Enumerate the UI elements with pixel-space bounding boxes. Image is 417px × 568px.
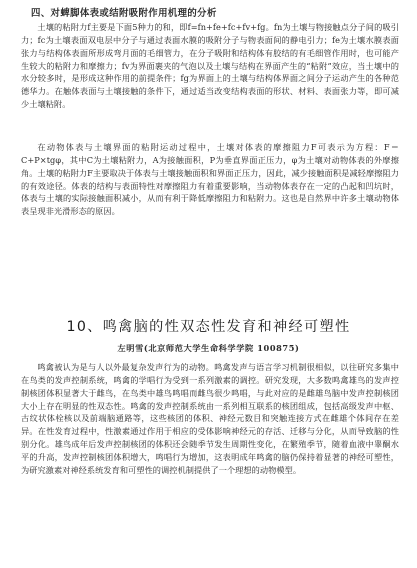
section-heading: 四、对蜱脚体表或结附吸附作用机理的分析 (31, 8, 217, 19)
body-paragraph: 土壤的粘附力f主要是下面5种力的和，即f=fn+fe+fc+fv+fg。fn为土壤与物接触点分子间的吸引力；fc为土壤表面双电层中分子与通过表面水膜的吸附分子与物表面间的静电引力；fe为土壤水膜表面张力与结构体表面所形成弯月面的毛细管力，在分子吸附和结构体有胶结的有毛细管作用时，也可能产生较大的粘附力和摩擦力；fv为界面裹夹的气泡以及土壤与结构在界面产生的“粘附”效应，当土壤中的水分较多时，是形成这种作用的前提条件；fg为界面上的土壤与结构体界面之间分子运动产生的各种范德华力。在触体表面与土壤接触的条件下，通过适当改变结构表面的形状、材料、表面张力等，即可减少土壤粘附。 (21, 22, 399, 110)
article-body: 鸣禽被认为是与人以外最复杂发声行为的动物。鸣禽发声与语言学习机制很相似，以往研究多集中在鸟类的发声控制系统，鸣禽的学唱行为受到一系列激素的调控。研究发现，大多数鸣禽雄鸟的发声控制核团体积显著大于雌鸟，在鸟类中雄鸟鸣唱而雌鸟很少鸣唱，与此对应的是雌雄鸟脑中发声控制核团大小上存在明显的性双态性。鸣禽的发声控制系统由一系列相互联系的核团组成，包括高级发声中枢、古纹状体栓核以及前端脑通路等，这些核团的体积、神经元数目和突触连接方式在雌雄个体间存在差异。在性发育过程中，性激素通过作用于相应的受体影响神经元的存活、迁移与分化，从而导致脑的性别分化。雄鸟成年后发声控制核团的体积还会随季节发生周期性变化，在繁殖季节，随着血液中睾酮水平的升高，发声控制核团体积增大，鸣唱行为增加，这表明成年鸣禽的脑仍保持着显著的神经可塑性，为研究激素对神经系统发育和可塑性的调控机制提供了一个理想的动物模型。 (21, 362, 399, 475)
article-author: 左明雪(北京师范大学生命科学学院 100875) (117, 343, 300, 353)
article-title: 10、鸣禽脑的性双态性发育和神经可塑性 (66, 319, 351, 335)
body-paragraph: 在动物体表与土壤界面的粘附运动过程中，土壤对体表的摩擦阻力F可表示为方程：F＝C+P×tgφ，其中C为土壤粘附力，A为接触面积，P为垂直界面正压力，φ为土壤对动物体表的外摩擦角。土壤的粘附力F主要取决于体表与土壤接触面积和界面正压力，因此，减少接触面积是减轻摩擦阻力的有效途径。体表的结构与表面特性对摩擦阻力有着重要影响，当动物体表存在一定的凸起和凹坑时，体表与土壤的实际接触面积减小，从而有利于降低摩擦阻力和粘附力。这也是自然界中许多土壤动物体表呈现非光滑形态的原因。 (21, 142, 399, 217)
